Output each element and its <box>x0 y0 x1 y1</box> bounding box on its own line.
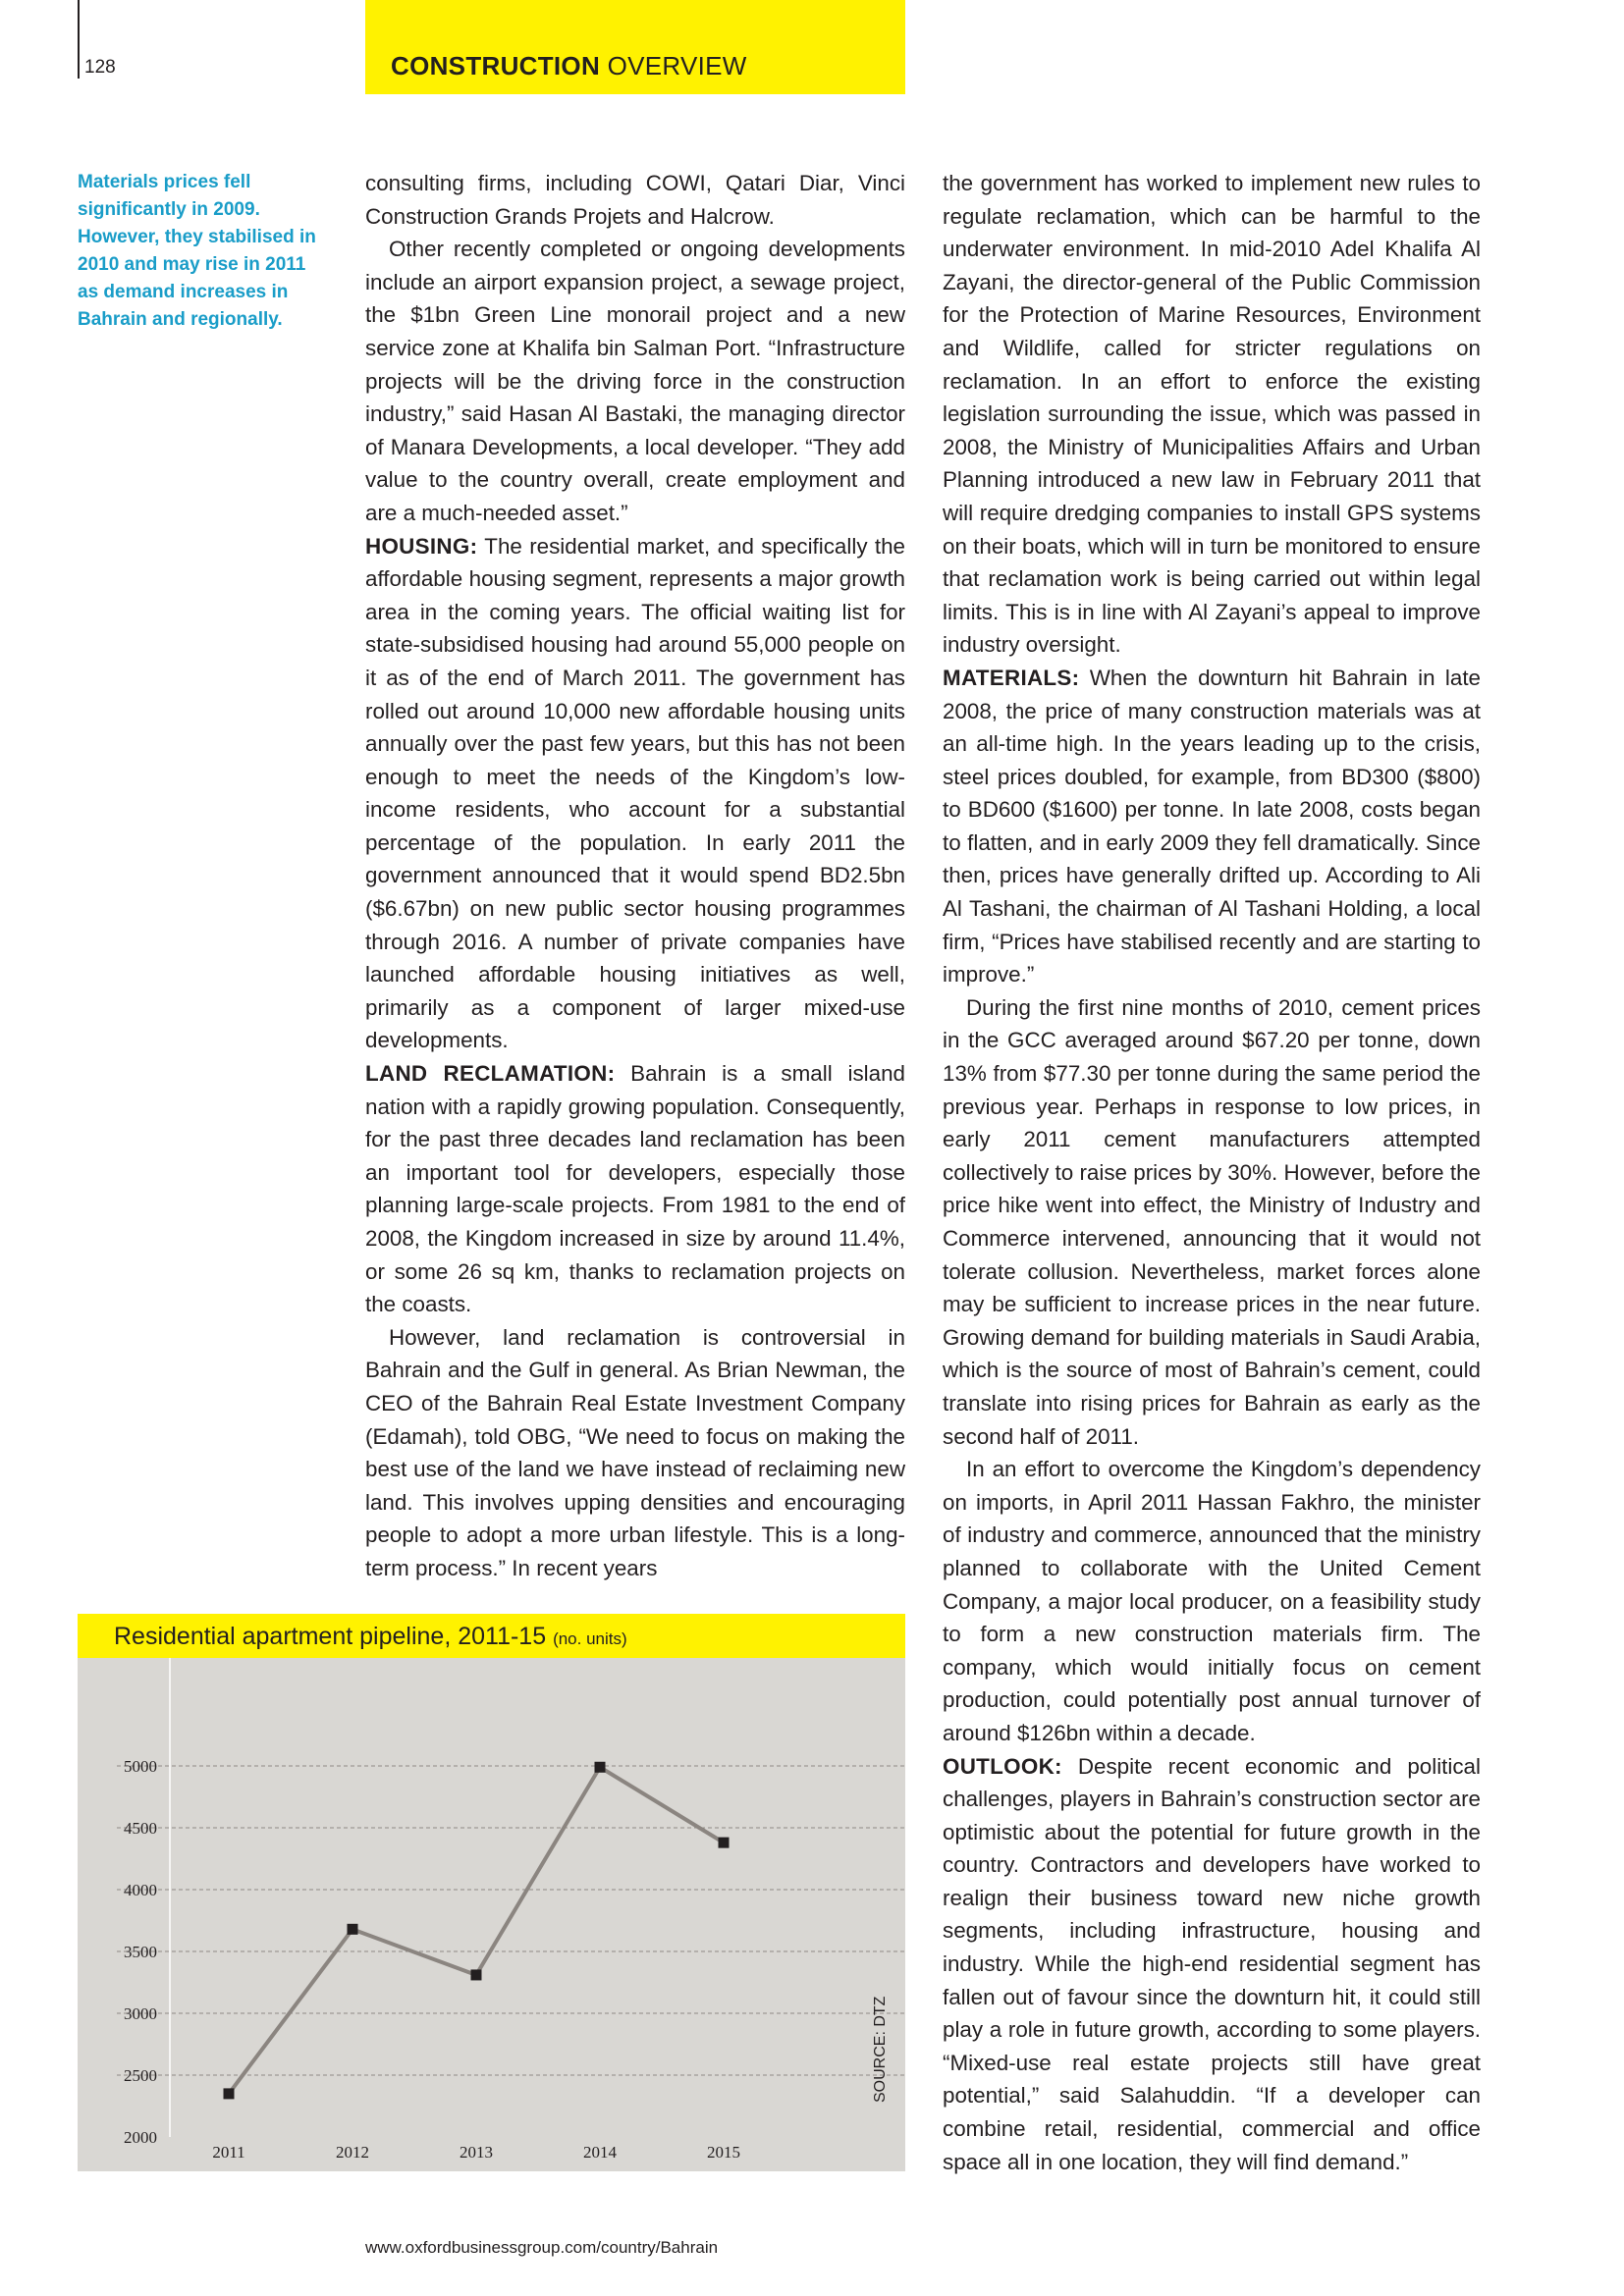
x-tick-label: 2013 <box>460 2143 493 2162</box>
chart-source: SOURCE: DTZ <box>872 1996 889 2103</box>
paragraph-land-reclamation: LAND RECLAMATION: Bahrain is a small island nation with a rapidly growing population. Consequently, for the past three decades land reclamation has been an important tool for developers, especially those planning large-scale projects. From 1981 to the end of 2008, the Kingdom increased in size by around 11.4%, or some 26 sq km, thanks to reclamation projects on the coasts. <box>365 1061 906 1317</box>
y-tick-label: 2000 <box>124 2128 157 2147</box>
section-title-bold: CONSTRUCTION <box>391 51 601 80</box>
x-tick-label: 2012 <box>336 2143 369 2162</box>
paragraph-housing: HOUSING: The residential market, and specifically the affordable housing segment, represents a major growth area in the coming years. The official waiting list for state-subsidised housing had around 55,000 people on it as of the end of March 2011. The government has rolled out around 10,000 new affordable housing units annually over the past few years, but this has not been enough to meet the needs of the Kingdom’s low-income residents, who account for a substantial percentage of the population. In early 2011 the government announced that it would spend BD2.5bn ($6.67bn) on new public sector housing programmes through 2016. A number of private companies have launched affordable housing initiatives as well, primarily as a component of larger mixed-use developments. <box>365 533 905 1053</box>
chart-title-band <box>78 1614 905 1658</box>
section-header <box>365 0 905 94</box>
page-number: 128 <box>84 57 116 78</box>
paragraph: the government has worked to implement new rules to regulate reclamation, which can be harmful to the underwater environment. In mid-2010 Adel Khalifa Al Zayani, the director-general of the Public Commission for the Protection of Marine Resources, Environment and Wildlife, called for stricter regulations on reclamation. In an effort to enforce the existing legislation surrounding the issue, which was passed in 2008, the Ministry of Municipalities Affairs and Urban Planning introduced a new law in February 2011 that will require dredging companies to install GPS systems on their boats, which will in turn be monitored to ensure that reclamation work is being carried out within legal limits. This is in line with Al Zayani’s appeal to improve industry oversight. <box>943 171 1481 658</box>
series-line <box>229 1767 724 2094</box>
data-point <box>471 1969 482 1980</box>
footer-url: www.oxfordbusinessgroup.com/country/Bahrain <box>365 2238 719 2257</box>
data-point <box>595 1762 606 1773</box>
section-title <box>391 51 747 81</box>
paragraph: During the first nine months of 2010, cement prices in the GCC averaged around $67.20 per tonne, down 13% from $77.30 per tonne during the same period the previous year. Perhaps in response to low prices, in early 2011 cement manufacturers attempted collectively to raise prices by 30%. However, before the price hike went into effect, the Ministry of Industry and Commerce intervened, announcing that it would not tolerate collusion. Nevertheless, market forces alone may be sufficient to increase prices in the near future. Growing demand for building materials in Saudi Arabia, which is the source of most of Bahrain’s cement, could translate into rising prices for Bahrain as early as the second half of 2011. <box>943 994 1481 1449</box>
y-tick-label: 3500 <box>124 1943 157 1961</box>
paragraph-outlook: OUTLOOK: Despite recent economic and political challenges, players in Bahrain’s construction sector are optimistic about the potential for future growth in the country. Contractors and developers have worked to realign their business toward new niche growth segments, including infrastructure, housing and industry. While the high-end residential segment has fallen out of favour since the downturn hit, it could still play a role in future growth, according to some players. “Mixed-use real estate projects still have great potential,” said Salahuddin. “If a developer can combine retail, residential, commercial and office space all in one location, they will find demand.” <box>943 1753 1481 2174</box>
paragraph-materials: MATERIALS: When the downturn hit Bahrain in late 2008, the price of many construction materials was at an all-time high. In the years leading up to the crisis, steel prices doubled, for example, from BD300 ($800) to BD600 ($1600) per tonne. In late 2008, costs began to flatten, and in early 2009 they fell dramatically. Since then, prices have generally drifted up. According to Ali Al Tashani, the chairman of Al Tashani Holding, a local firm, “Prices have stabilised recently and are starting to improve.” <box>943 665 1481 988</box>
y-tick-label: 5000 <box>124 1757 157 1776</box>
page-edge-rule <box>78 0 80 79</box>
paragraph: consulting firms, including COWI, Qatari Diar, Vinci Construction Grands Projets and Halcrow. <box>365 171 905 229</box>
y-tick-label: 2500 <box>124 2066 157 2085</box>
y-tick-label: 3000 <box>124 2004 157 2023</box>
subhead-outlook: OUTLOOK: <box>943 1753 1062 1779</box>
chart-plot <box>78 1658 905 2171</box>
pipeline-chart <box>78 1614 905 2171</box>
data-point <box>348 1924 358 1935</box>
data-point <box>224 2088 235 2099</box>
subhead-land-reclamation: LAND RECLAMATION: <box>365 1061 616 1087</box>
article-column-1 <box>365 167 905 1585</box>
paragraph: Other recently completed or ongoing developments include an airport expansion project, a sewage project, the $1bn Green Line monorail project and a new service zone at Khalifa bin Salman Port. “Infrastructure projects will be the driving force in the construction industry,” said Hasan Al Bastaki, the managing director of Manara Developments, a local developer. “They add value to the country overall, create employment and are a much-needed asset.” <box>365 237 905 525</box>
sidebar-note: Materials prices fell significantly in 2009. However, they stabilised in 2010 and may rise in 2011 as demand increases in Bahrain and regionally. <box>78 172 316 330</box>
chart-title: Residential apartment pipeline, 2011-15 (no. units) <box>114 1623 627 1650</box>
chart-unit-label: (no. units) <box>553 1629 627 1648</box>
x-tick-label: 2014 <box>583 2143 617 2162</box>
subhead-housing: HOUSING: <box>365 533 478 559</box>
section-title-rest: OVERVIEW <box>600 51 747 80</box>
y-tick-label: 4000 <box>124 1881 157 1899</box>
subhead-materials: MATERIALS: <box>943 665 1080 690</box>
x-tick-label: 2011 <box>212 2143 245 2162</box>
data-point <box>719 1838 730 1848</box>
paragraph: However, land reclamation is controversial in Bahrain and the Gulf in general. As Brian Newman, the CEO of the Bahrain Real Estate Investment Company (Edamah), told OBG, “We need to focus on making the best use of the land we have instead of reclaiming new land. This involves upping densities and encouraging people to adopt a more urban lifestyle. This is a long-term process.” In recent years <box>365 1324 905 1580</box>
y-tick-label: 4500 <box>124 1819 157 1838</box>
article-column-2 <box>943 167 1481 2184</box>
x-tick-label: 2015 <box>707 2143 740 2162</box>
paragraph: In an effort to overcome the Kingdom’s dependency on imports, in April 2011 Hassan Fakhro, the minister of industry and commerce, announced that the ministry planned to collaborate with the United Cement Company, a major local producer, on a feasibility study to form a new construction materials firm. The company, which would initially focus on cement production, could potentially post annual turnover of around $126bn within a decade. <box>943 1457 1481 1745</box>
